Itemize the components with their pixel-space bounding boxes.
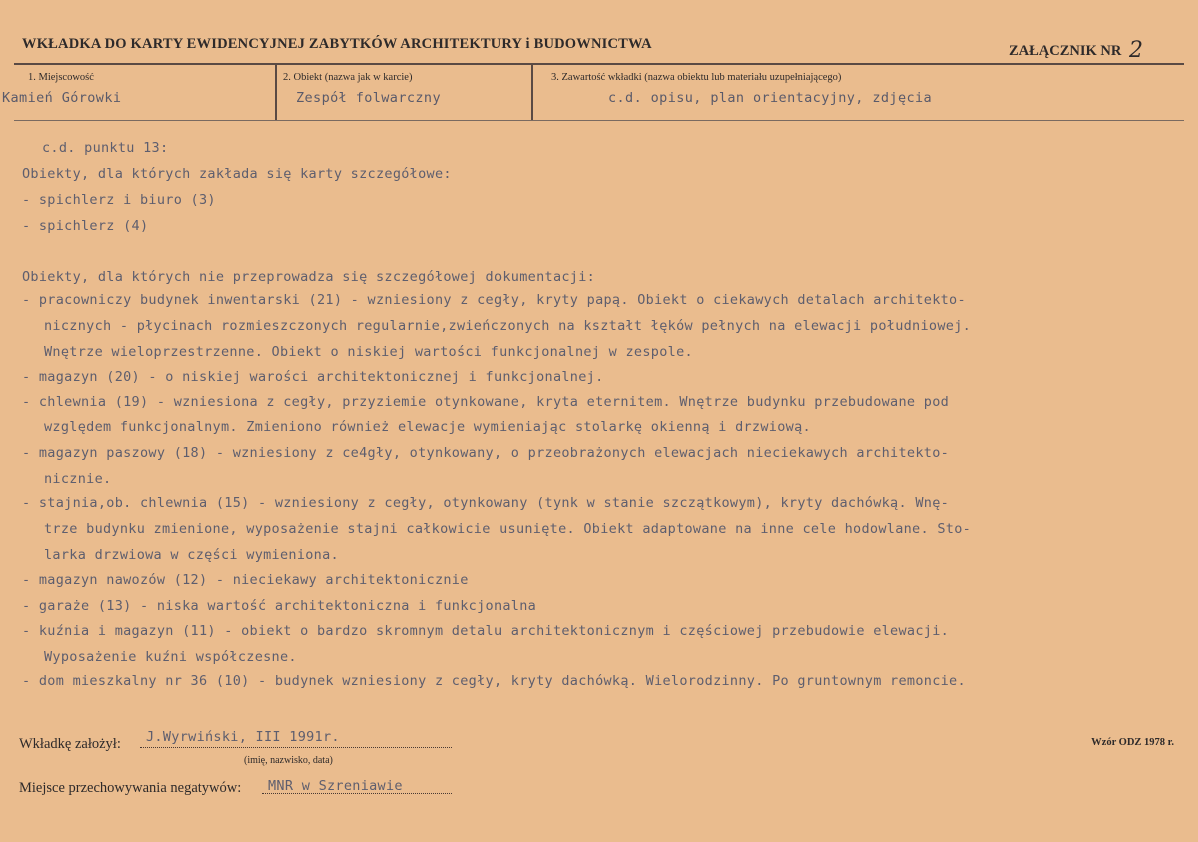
founded-by-caption: (imię, nazwisko, data): [244, 755, 333, 766]
text-line: Wnętrze wieloprzestrzenne. Obiekt o niskiej wartości funkcjonalnej w zespole.: [44, 344, 693, 360]
text-line: - garaże (13) - niska wartość architektoniczna i funkcjonalna: [22, 598, 537, 614]
text-line: - kuźnia i magazyn (11) - obiekt o bardzo skromnym detalu architektonicznym i częściowej przebudowie elewacji.: [22, 623, 950, 639]
text-line: - stajnia,ob. chlewnia (15) - wzniesiony z cegły, otynkowany (tynk w stanie szczątkowym), kryty dachówką. Wnę-: [22, 495, 950, 511]
field-divider: [531, 64, 533, 120]
fields-bottom-rule: [14, 120, 1184, 121]
locality-value: Kamień Górowki: [2, 90, 122, 106]
text-line: c.d. punktu 13:: [42, 140, 169, 156]
storage-line: [262, 793, 452, 794]
header-fields: [0, 64, 1184, 120]
text-line: nicznie.: [44, 471, 112, 487]
contents-label: 3. Zawartość wkładki (nazwa obiektu lub materiału uzupełniającego): [551, 72, 842, 83]
storage-label: Miejsce przechowywania negatywów:: [19, 780, 242, 796]
text-line: - spichlerz i biuro (3): [22, 192, 216, 208]
form-model-number: Wzór ODZ 1978 r.: [1091, 737, 1174, 748]
text-line: - magazyn (20) - o niskiej warości architektonicznej i funkcjonalnej.: [22, 369, 604, 385]
founded-by-label: Wkładkę założył:: [19, 736, 121, 752]
object-label: 2. Obiekt (nazwa jak w karcie): [283, 72, 413, 83]
attachment-number-block: [1009, 36, 1143, 61]
locality-label: 1. Miejscowość: [28, 72, 94, 83]
text-line: - magazyn paszowy (18) - wzniesiony z ce4gły, otynkowany, o przeobrażonych elewacjach nieciekawych architekto-: [22, 445, 950, 461]
text-line: nicznych - płycinach rozmieszczonych regularnie,zwieńczonych na kształt łęków pełnych na elewacji południowej.: [44, 318, 972, 334]
text-line: trze budynku zmienione, wyposażenie stajni całkowicie usunięte. Obiekt adaptowane na inne cele hodowlane. Sto-: [44, 521, 972, 537]
text-line: Wyposażenie kuźni współczesne.: [44, 649, 297, 665]
text-line: Obiekty, dla których zakłada się karty szczegółowe:: [22, 166, 452, 182]
storage-value: MNR w Szreniawie: [268, 778, 403, 794]
text-line: Obiekty, dla których nie przeprowadza się szczegółowej dokumentacji:: [22, 269, 596, 285]
text-line: larka drzwiowa w części wymieniona.: [44, 547, 339, 563]
text-line: - chlewnia (19) - wzniesiona z cegły, przyziemie otynkowane, kryta eternitem. Wnętrze budynku przebudowane pod: [22, 394, 950, 410]
founded-by-line: [140, 747, 452, 748]
text-line: - dom mieszkalny nr 36 (10) - budynek wzniesiony z cegły, kryty dachówką. Wielorodzinny. Po gruntownym remoncie.: [22, 673, 966, 689]
text-line: - magazyn nawozów (12) - nieciekawy architektonicznie: [22, 572, 469, 588]
attachment-label: ZAŁĄCZNIK NR: [1008, 43, 1122, 59]
text-line: - spichlerz (4): [22, 218, 149, 234]
text-line: względem funkcjonalnym. Zmieniono również elewacje wymieniając stolarkę okienną i drzwiową.: [44, 419, 811, 435]
field-divider: [275, 64, 277, 120]
form-title: WKŁADKA DO KARTY EWIDENCYJNEJ ZABYTKÓW ARCHITEKTURY i BUDOWNICTWA: [22, 36, 652, 52]
text-line: - pracowniczy budynek inwentarski (21) - wzniesiony z cegły, kryty papą. Obiekt o ciekawych detalach architekto-: [22, 292, 966, 308]
attachment-number: 2: [1129, 38, 1143, 63]
contents-value: c.d. opisu, plan orientacyjny, zdjęcia: [608, 90, 933, 106]
founded-by-value: J.Wyrwiński, III 1991r.: [146, 729, 340, 745]
object-value: Zespół folwarczny: [296, 90, 441, 106]
